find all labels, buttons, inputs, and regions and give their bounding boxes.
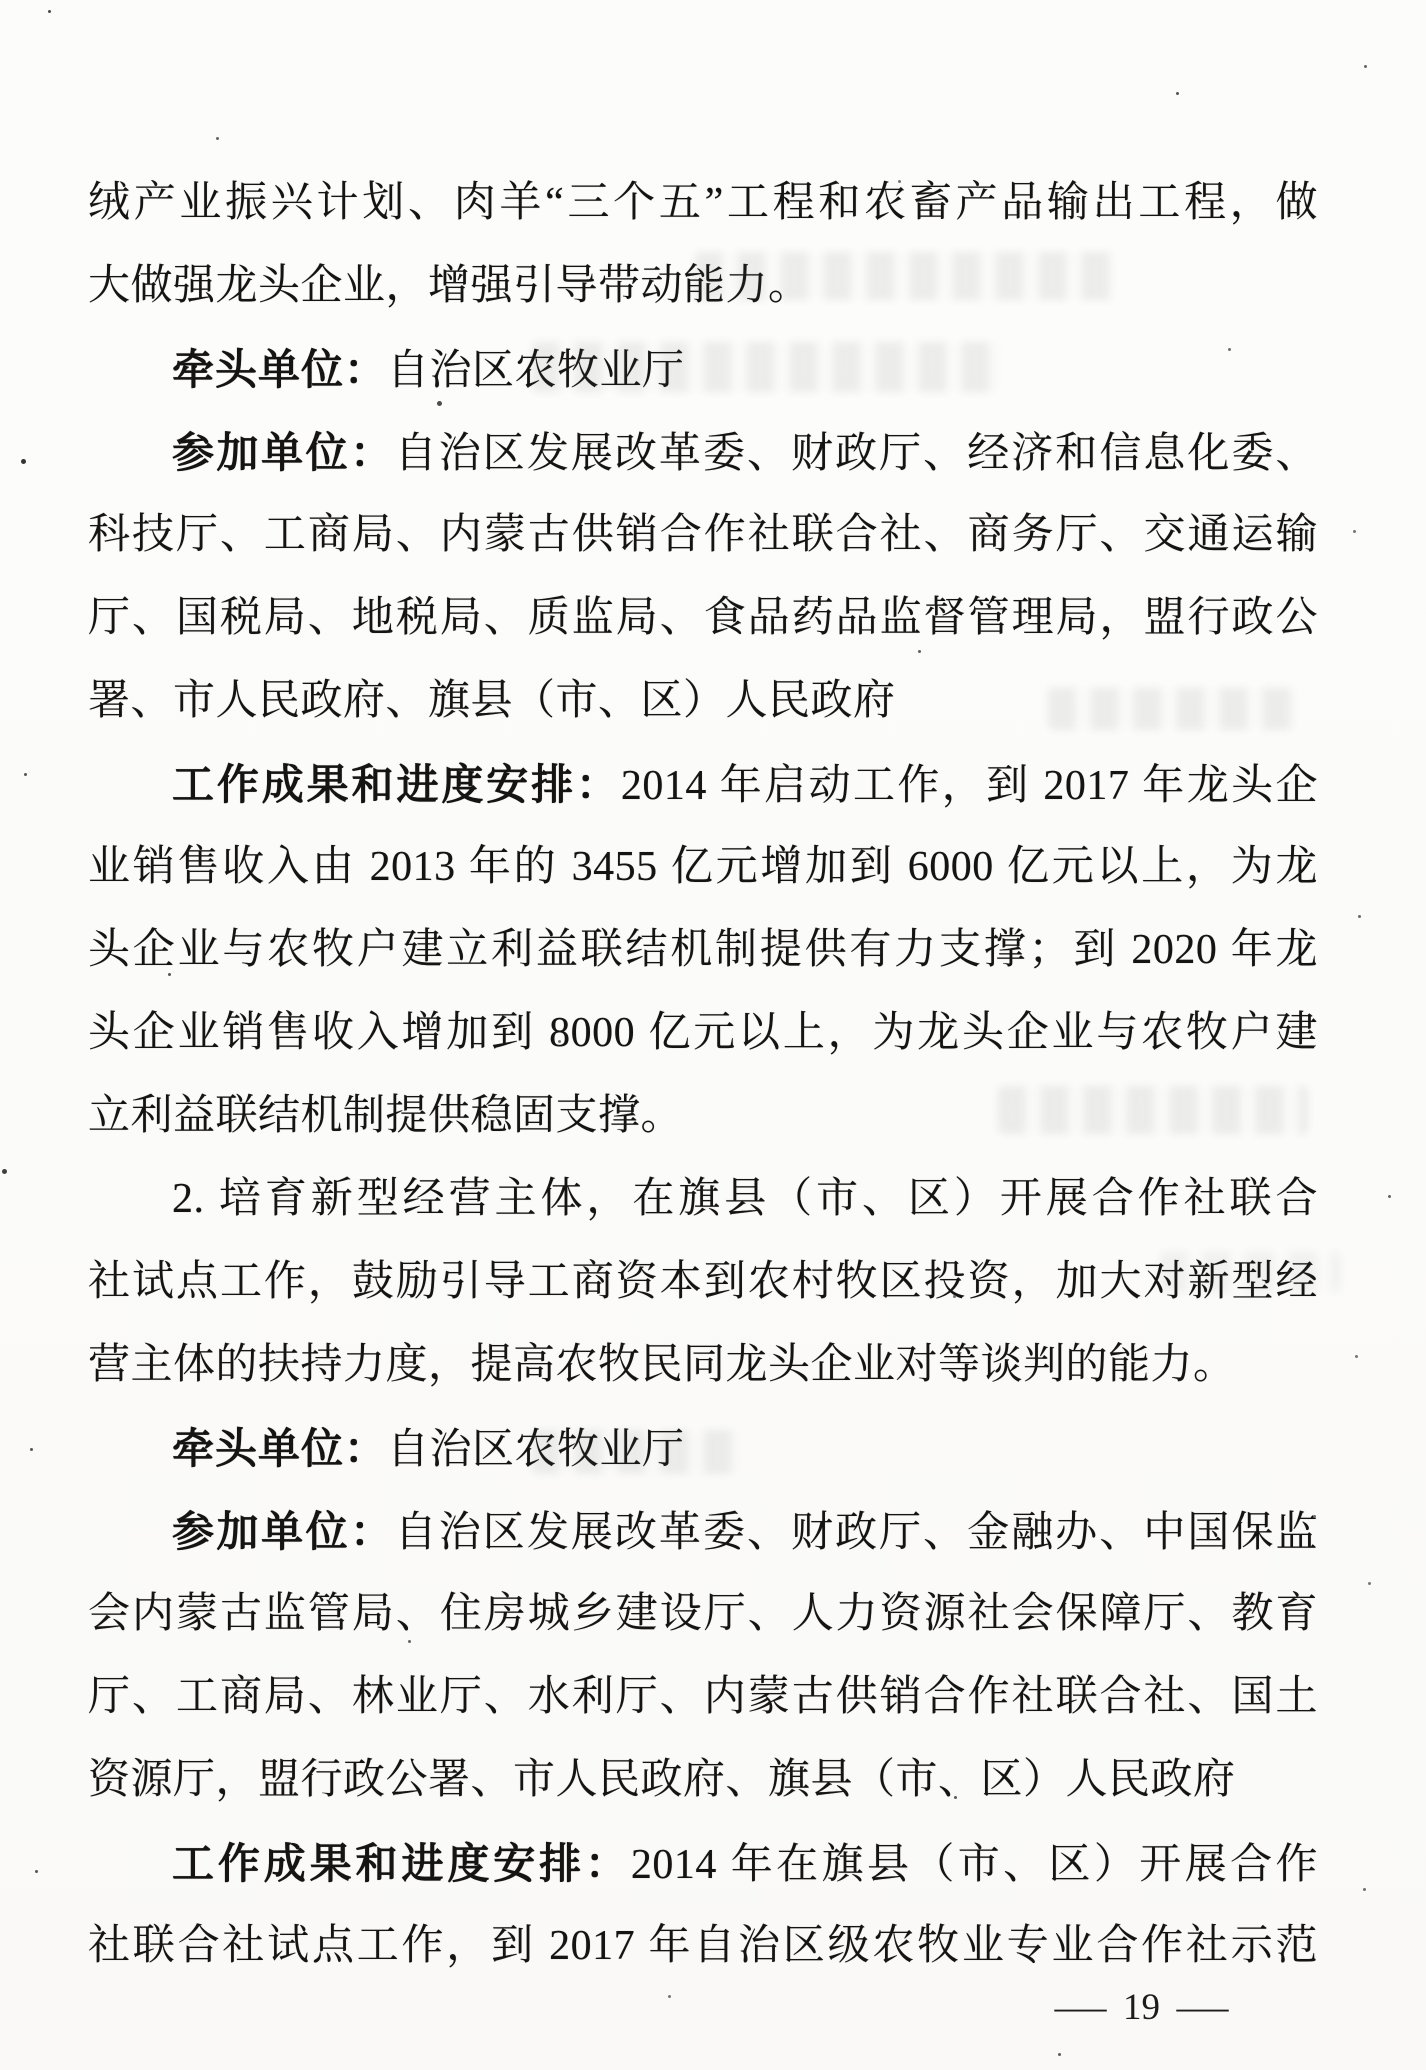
bleed-through-artifact [1048, 688, 1298, 730]
text-line [88, 1490, 1318, 1573]
text-run: 业销售收入由 2013 年的 3455 亿元增加到 6000 亿元以上，为龙 [88, 844, 1318, 890]
text-run: 头企业与农牧户建立利益联结机制提供有力支撑；到 2020 年龙 [88, 927, 1318, 973]
text-run: 绒产业振兴计划、肉羊“三个五”工程和农畜产品输出工程，做 [88, 180, 1318, 226]
text-line [88, 826, 1318, 909]
text-run: 立利益联结机制提供稳固支撑。 [88, 1093, 684, 1139]
text-line [88, 1656, 1318, 1739]
bold-label: 参加单位： [172, 1508, 395, 1555]
text-line [88, 1573, 1318, 1656]
text-line [88, 411, 1318, 494]
page-footer [1054, 1986, 1229, 2029]
bold-label: 工作成果和进度安排： [172, 761, 621, 808]
text-run: 署、市人民政府、旗县（市、区）人民政府 [88, 678, 896, 724]
text-line [88, 743, 1318, 826]
footer-dash-right: — [1176, 1987, 1229, 2028]
text-run: 自治区农牧业厅 [387, 1427, 685, 1473]
text-line [88, 1241, 1318, 1324]
text-run: 社联合社试点工作，到 2017 年自治区级农牧业专业合作社示范 [88, 1923, 1318, 1969]
text-run: 大做强龙头企业，增强引导带动能力。 [88, 263, 811, 309]
text-run: 会内蒙古监管局、住房城乡建设厅、人力资源社会保障厅、教育 [88, 1591, 1318, 1637]
text-run: 资源厅，盟行政公署、市人民政府、旗县（市、区）人民政府 [88, 1757, 1236, 1803]
text-run: 自治区发展改革委、财政厅、金融办、中国保监 [394, 1510, 1318, 1556]
text-line [88, 909, 1318, 992]
text-run: 社试点工作，鼓励引导工商资本到农村牧区投资，加大对新型经 [88, 1259, 1318, 1305]
text-line [88, 577, 1318, 660]
bleed-through-artifact [998, 1086, 1308, 1134]
scan-noise-specks [48, 10, 51, 13]
page-number: 19 [1123, 1987, 1160, 2028]
bold-label: 牵头单位： [172, 1425, 388, 1472]
text-run: 厅、国税局、地税局、质监局、食品药品监督管理局，盟行政公 [88, 595, 1318, 641]
bold-label: 参加单位： [172, 429, 395, 476]
text-run: 2014 年在旗县（市、区）开展合作 [630, 1842, 1318, 1888]
bold-label: 牵头单位： [172, 346, 388, 393]
text-run: 厅、工商局、林业厅、水利厅、内蒙古供销合作社联合社、国土 [88, 1674, 1318, 1720]
text-run: 头企业销售收入增加到 8000 亿元以上，为龙头企业与农牧户建 [88, 1010, 1318, 1056]
bold-label: 工作成果和进度安排： [172, 1840, 631, 1887]
text-line [88, 1822, 1318, 1905]
text-line [88, 992, 1318, 1075]
text-line [88, 1324, 1318, 1407]
bleed-through-artifact [1160, 1252, 1340, 1292]
bleed-through-artifact [532, 1430, 742, 1474]
bleed-through-artifact [695, 252, 1115, 300]
text-line [88, 494, 1318, 577]
text-run: 营主体的扶持力度，提高农牧民同龙头企业对等谈判的能力。 [88, 1342, 1236, 1388]
text-run: 自治区发展改革委、财政厅、经济和信息化委、 [394, 431, 1318, 477]
text-line [88, 162, 1318, 245]
text-run: 2. 培育新型经营主体，在旗县（市、区）开展合作社联合 [172, 1176, 1318, 1222]
text-line [88, 1905, 1318, 1988]
bleed-through-artifact [532, 342, 1002, 392]
text-run: 科技厅、工商局、内蒙古供销合作社联合社、商务厅、交通运输 [88, 512, 1318, 558]
text-run: 2014 年启动工作，到 2017 年龙头企 [620, 763, 1318, 809]
footer-dash-left: — [1054, 1987, 1107, 2028]
text-run: 自治区农牧业厅 [387, 348, 685, 394]
text-body [88, 162, 1318, 1988]
text-line [88, 1158, 1318, 1241]
text-line [88, 1739, 1318, 1822]
